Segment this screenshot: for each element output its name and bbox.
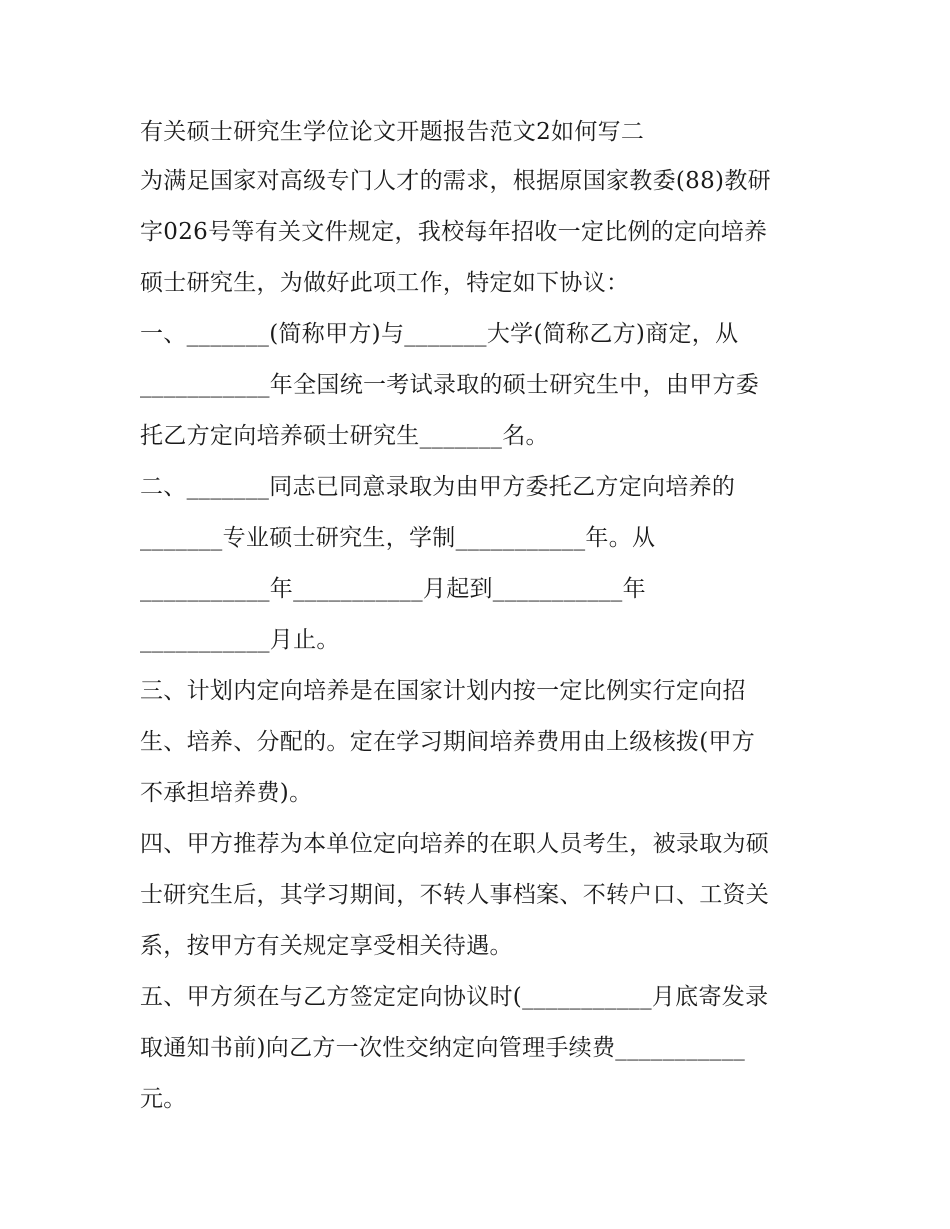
paragraph-clause-2 [140,462,820,666]
text-line: _______专业硕士研究生，学制___________年。从 [140,525,656,551]
text-line: 不承担培养费)。 [140,780,313,806]
document-title: 有关硕士研究生学位论文开题报告范文2如何写二 [140,119,645,145]
text-line: 字026号等有关文件规定，我校每年招收一定比例的定向培养 [140,219,768,245]
text-line: 为满足国家对高级专门人才的需求，根据原国家教委(88)教研 [140,168,771,194]
text-line: 一、_______(简称甲方)与_______大学(简称乙方)商定，从 [140,321,739,347]
text-line: 五、甲方须在与乙方签定定向协议时(___________月底寄发录 [140,984,769,1010]
text-line: ___________年___________月起到___________年 [140,576,646,602]
paragraph-clause-5 [140,972,820,1125]
paragraph-clause-4 [140,819,820,972]
text-line: 士研究生后，其学习期间，不转人事档案、不转户口、工资关 [140,882,770,908]
text-line: ___________月止。 [140,627,340,653]
text-line: ___________年全国统一考试录取的硕士研究生中，由甲方委 [140,372,760,398]
text-line: 托乙方定向培养硕士研究生_______名。 [140,423,549,449]
text-line: 取通知书前)向乙方一次性交纳定向管理手续费___________ [140,1035,746,1061]
text-line: 四、甲方推荐为本单位定向培养的在职人员考生，被录取为硕 [140,831,770,857]
paragraph-clause-3 [140,666,820,819]
text-line: 元。 [140,1086,187,1112]
text-line: 二、_______同志已同意录取为由甲方委托乙方定向培养的 [140,474,736,500]
text-line: 硕士研究生，为做好此项工作，特定如下协议： [140,270,630,296]
paragraph-clause-1 [140,309,820,462]
document-body [140,108,820,1125]
text-line: 三、计划内定向培养是在国家计划内按一定比例实行定向招 [140,678,746,704]
text-line: 生、培养、分配的。定在学习期间培养费用由上级核拨(甲方 [140,729,756,755]
text-line: 系，按甲方有关规定享受相关待遇。 [140,933,513,959]
paragraph-intro [140,156,820,309]
